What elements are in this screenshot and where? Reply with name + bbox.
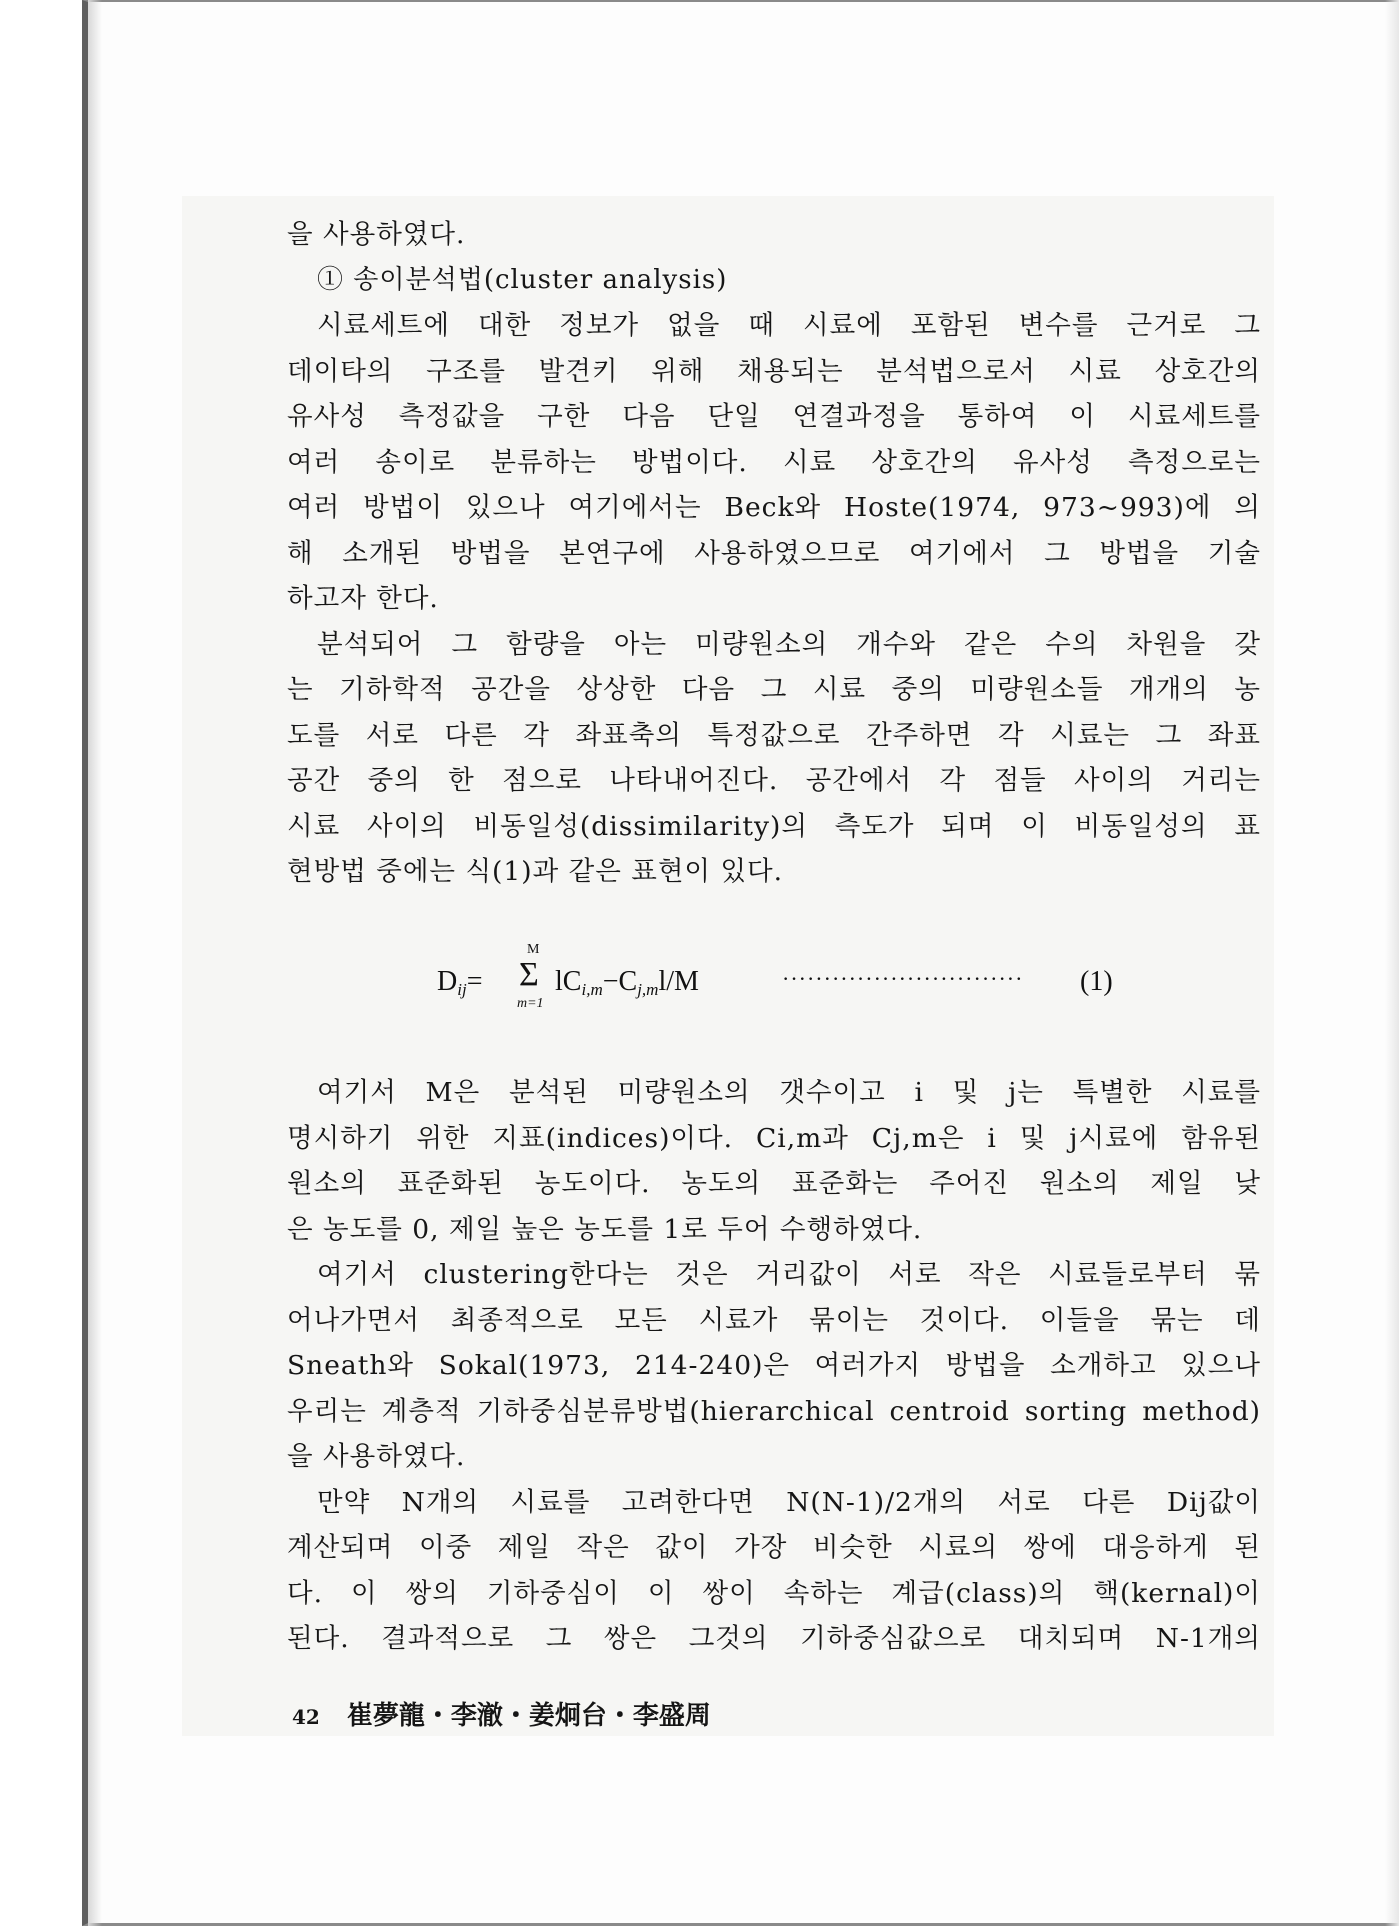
text-line: 명시하기 위한 지표(indices)이다. Ci,m과 Cj,m은 i 및 j시료에 함유된 xyxy=(287,1122,1261,1154)
sum-symbol: Σ xyxy=(519,956,539,993)
text-line: 여기서 clustering한다는 것은 거리값이 서로 작은 시료들로부터 묶 xyxy=(317,1259,1261,1290)
sum-lower-limit: m=1 xyxy=(517,996,544,1011)
text-line: 유사성 측정값을 구한 다음 단일 연결과정을 통하여 이 시료세트를 xyxy=(287,401,1261,432)
text-line: 여러 송이로 분류하는 방법이다. 시료 상호간의 유사성 측정으로는 xyxy=(287,446,1261,478)
page-footer xyxy=(292,1695,711,1732)
text-line: 는 기하학적 공간을 상상한 다음 그 시료 중의 미량원소들 개개의 농 xyxy=(287,674,1261,705)
text-line: 하고자 한다. xyxy=(287,583,439,614)
text-line: 계산되며 이중 제일 작은 값이 가장 비슷한 시료의 쌍에 대응하게 된 xyxy=(287,1532,1261,1563)
text-line: 시료 사이의 비동일성(dissimilarity)의 측도가 되며 이 비동일성의 표 xyxy=(287,810,1261,842)
text-line: Sneath와 Sokal(1973, 214-240)은 여러가지 방법을 소개하고 있으나 xyxy=(287,1350,1261,1381)
page-binding-shadow xyxy=(88,0,102,1926)
page-number: 42 xyxy=(292,1705,320,1729)
text-line: 을 사용하였다. xyxy=(287,1441,466,1472)
equation-1 xyxy=(437,942,1117,1020)
text-line: 여러 방법이 있으나 여기에서는 Beck와 Hoste(1974, 973~993)에 의 xyxy=(287,492,1261,523)
footer-authors: 崔夢龍・李澈・姜炯台・李盛周 xyxy=(346,1701,711,1731)
equation-rhs: $lC_{i,m}-C_{j,m}l/M$ xyxy=(555,966,699,999)
text-line: 다. 이 쌍의 기하중심이 이 쌍이 속하는 계급(class)의 핵(kernal)이 xyxy=(287,1577,1261,1609)
page-edge-shadow xyxy=(1385,0,1399,1926)
text-line: 데이타의 구조를 발견키 위해 채용되는 분석법으로서 시료 상호간의 xyxy=(287,355,1261,387)
body-text-lower xyxy=(287,1070,1261,1662)
equation-number: (1) xyxy=(1080,966,1113,997)
text-line: 여기서 M은 분석된 미량원소의 갯수이고 i 및 j는 특별한 시료를 xyxy=(317,1077,1261,1108)
equation-lhs: $D_{ij}=$ xyxy=(437,966,483,999)
text-line: 만약 N개의 시료를 고려한다면 N(N-1)/2개의 서로 다른 Dij값이 xyxy=(317,1486,1261,1518)
text-line: 해 소개된 방법을 본연구에 사용하였으므로 여기에서 그 방법을 기술 xyxy=(287,537,1261,569)
text-line: 우리는 계층적 기하중심분류방법(hierarchical centroid sorting method) xyxy=(287,1395,1261,1427)
text-line: 분석되어 그 함량을 아는 미량원소의 개수와 같은 수의 차원을 갖 xyxy=(317,628,1261,660)
text-line: 된다. 결과적으로 그 쌍은 그것의 기하중심값으로 대치되며 N-1개의 xyxy=(287,1623,1261,1654)
text-line: 은 농도를 0, 제일 높은 농도를 1로 두어 수행하였다. xyxy=(287,1213,923,1245)
text-line: 을 사용하였다. xyxy=(287,219,466,250)
text-line: 원소의 표준화된 농도이다. 농도의 표준화는 주어진 원소의 제일 낮 xyxy=(287,1168,1261,1199)
text-line: 어나가면서 최종적으로 모든 시료가 묶이는 것이다. 이들을 묶는 데 xyxy=(287,1304,1261,1336)
sum-upper-limit: M xyxy=(527,942,540,957)
text-line: 현방법 중에는 식(1)과 같은 표현이 있다. xyxy=(287,856,784,887)
body-text-upper xyxy=(287,212,1261,895)
text-line: 도를 서로 다른 각 좌표축의 특정값으로 간주하면 각 시료는 그 좌표 xyxy=(287,719,1261,751)
equation-leader-dots: ····························· xyxy=(782,966,1024,991)
text-line: 시료세트에 대한 정보가 없을 때 시료에 포함된 변수를 근거로 그 xyxy=(317,310,1261,341)
text-line: 공간 중의 한 점으로 나타내어진다. 공간에서 각 점들 사이의 거리는 xyxy=(287,765,1261,796)
section-heading: ① 송이분석법(cluster analysis) xyxy=(317,264,728,295)
